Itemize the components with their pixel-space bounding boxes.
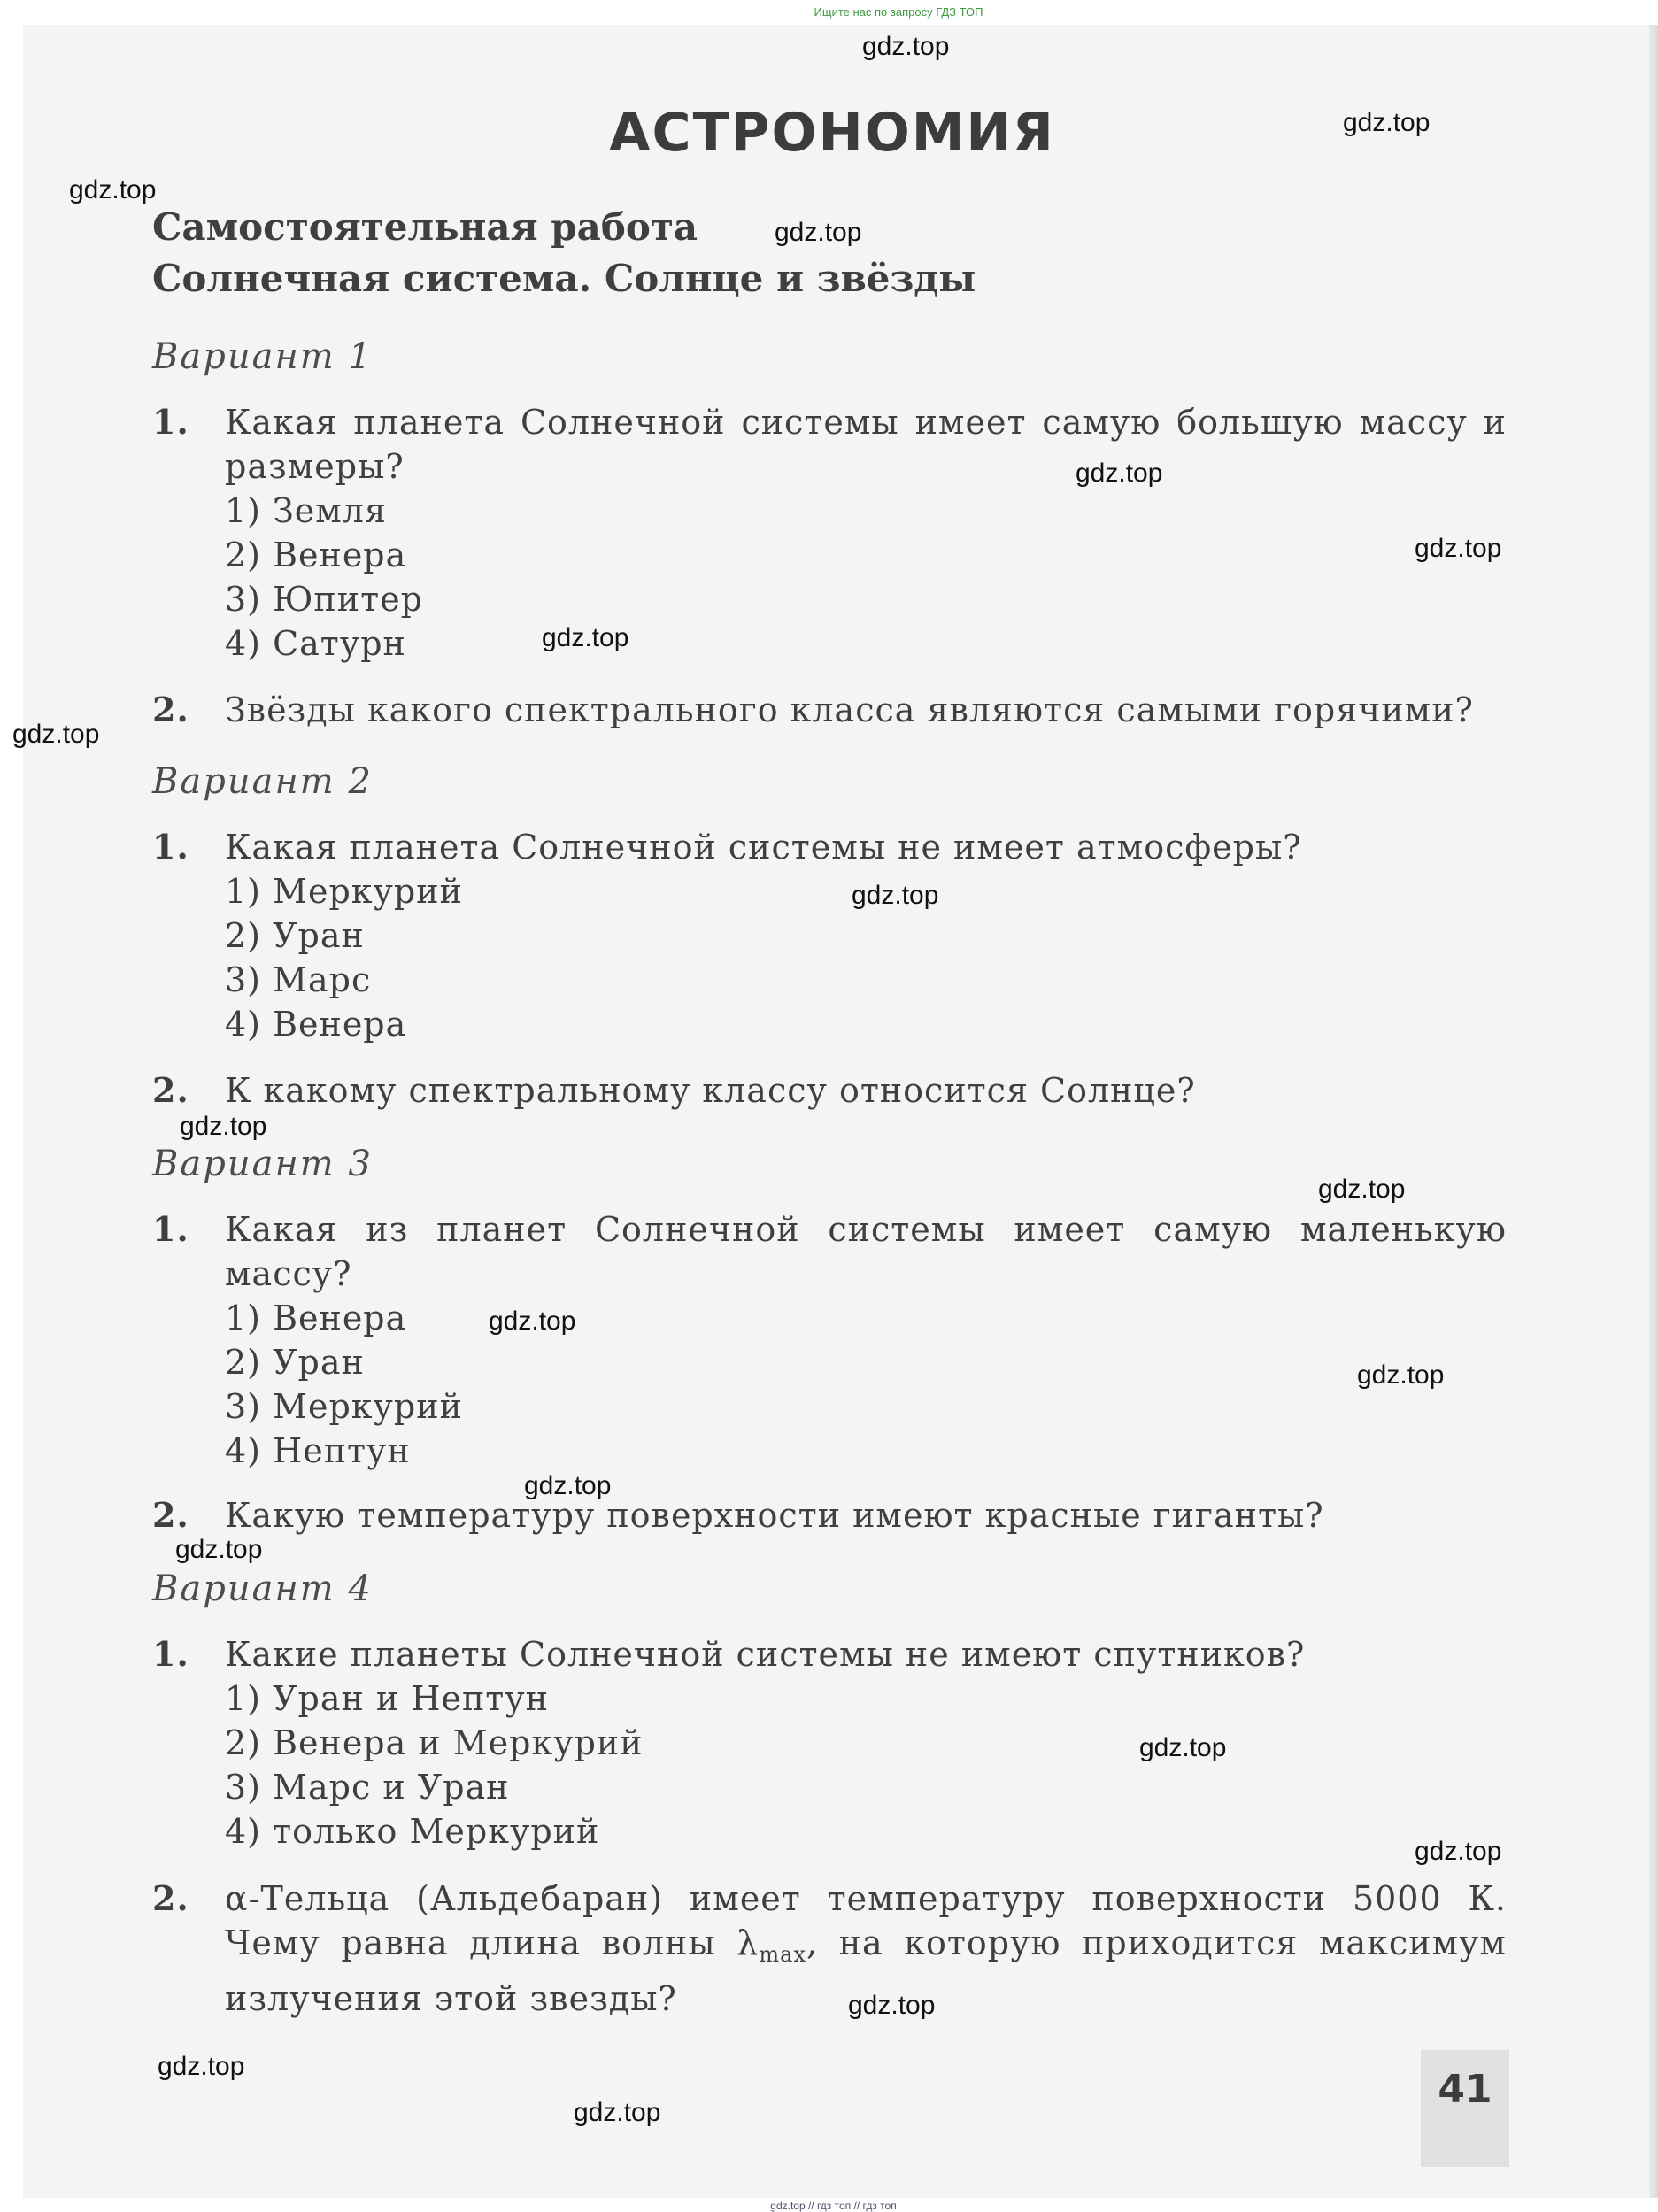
answer-option: 2) Уран bbox=[225, 916, 365, 955]
bottom-note: gdz.top // гдз топ // гдз топ bbox=[770, 2200, 897, 2212]
answer-option: 4) только Меркурий bbox=[225, 1812, 600, 1851]
top-search-note: Ищите нас по запросу ГДЗ ТОП bbox=[814, 5, 983, 19]
question-text: Какую температуру поверхности имеют красные гиганты? bbox=[225, 1496, 1324, 1535]
question-number: 1. bbox=[152, 1209, 189, 1249]
watermark: gdz.top bbox=[1076, 459, 1163, 488]
variant-1-question-2 bbox=[152, 688, 1507, 732]
answer-option: 1) Меркурий bbox=[225, 872, 463, 911]
question-text-part: α-Тельца (Альдебаран) имеет температуру поверхности 5000 К. Чему равна длина волны λ bbox=[225, 1879, 1507, 1962]
answer-option: 1) Уран и Нептун bbox=[225, 1679, 549, 1718]
question-text: Звёзды какого спектрального класса являются самыми горячими? bbox=[225, 690, 1474, 729]
watermark: gdz.top bbox=[524, 1471, 612, 1500]
variant-2-question-2 bbox=[152, 1068, 1507, 1113]
watermark: gdz.top bbox=[69, 175, 157, 204]
answer-option: 4) Венера bbox=[225, 1005, 407, 1044]
variant-4-question-2 bbox=[152, 1877, 1507, 2021]
answer-option: 2) Уран bbox=[225, 1343, 365, 1382]
answer-option: 3) Марс bbox=[225, 960, 372, 999]
answer-option: 4) Нептун bbox=[225, 1431, 411, 1470]
question-text: Какие планеты Солнечной системы не имеют спутников? bbox=[225, 1635, 1306, 1674]
question-text: К какому спектральному классу относится Солнце? bbox=[225, 1071, 1196, 1110]
question-number: 2. bbox=[152, 1070, 189, 1110]
watermark: gdz.top bbox=[1343, 108, 1431, 137]
answer-option: 1) Земля bbox=[225, 491, 387, 530]
variant-1-question-1 bbox=[152, 400, 1507, 489]
watermark: gdz.top bbox=[1415, 1837, 1502, 1866]
watermark: gdz.top bbox=[862, 32, 950, 61]
watermark: gdz.top bbox=[574, 2098, 661, 2127]
variant-3-label: Вариант 3 bbox=[152, 1144, 373, 1184]
section-topic: Солнечная система. Солнце и звёзды bbox=[152, 257, 976, 300]
question-number: 2. bbox=[152, 1495, 189, 1535]
question-number: 1. bbox=[152, 402, 189, 442]
section-subtitle: Самостоятельная работа bbox=[152, 205, 698, 249]
question-number: 2. bbox=[152, 1878, 189, 1918]
watermark: gdz.top bbox=[1139, 1733, 1227, 1762]
question-text: Какая планета Солнечной системы не имеет атмосферы? bbox=[225, 828, 1302, 867]
question-number: 2. bbox=[152, 690, 189, 729]
variant-2-label: Вариант 2 bbox=[152, 761, 373, 802]
question-text: Какая планета Солнечной системы имеет самую большую массу и размеры? bbox=[225, 403, 1507, 486]
question-number: 1. bbox=[152, 1634, 189, 1674]
variant-3-question-2 bbox=[152, 1493, 1507, 1538]
variant-3-question-1 bbox=[152, 1207, 1507, 1296]
page-edge bbox=[1649, 25, 1658, 2198]
watermark: gdz.top bbox=[12, 720, 100, 749]
variant-4-question-1 bbox=[152, 1632, 1507, 1676]
question-text-part: , на которую приходится максимум излучения этой звезды? bbox=[225, 1923, 1507, 2018]
answer-option: 3) Меркурий bbox=[225, 1387, 463, 1426]
watermark: gdz.top bbox=[542, 623, 629, 652]
variant-2-question-1 bbox=[152, 825, 1507, 869]
page-number: 41 bbox=[1421, 2050, 1509, 2167]
answer-option: 2) Венера и Меркурий bbox=[225, 1723, 644, 1762]
variant-4-label: Вариант 4 bbox=[152, 1568, 373, 1609]
answer-option: 4) Сатурн bbox=[225, 624, 406, 663]
question-number: 1. bbox=[152, 827, 189, 867]
watermark: gdz.top bbox=[1318, 1175, 1406, 1204]
answer-option: 3) Марс и Уран bbox=[225, 1768, 510, 1807]
watermark: gdz.top bbox=[158, 2052, 245, 2081]
answer-option: 3) Юпитер bbox=[225, 580, 423, 619]
answer-option: 1) Венера bbox=[225, 1299, 407, 1337]
answer-option: 2) Венера bbox=[225, 536, 407, 574]
watermark: gdz.top bbox=[1357, 1360, 1445, 1390]
variant-1-label: Вариант 1 bbox=[152, 336, 373, 377]
watermark: gdz.top bbox=[489, 1306, 576, 1336]
watermark: gdz.top bbox=[775, 218, 862, 247]
watermark: gdz.top bbox=[1415, 534, 1502, 563]
page-title: АСТРОНОМИЯ bbox=[609, 102, 1055, 164]
lambda-subscript: max bbox=[759, 1942, 806, 1967]
watermark: gdz.top bbox=[852, 881, 939, 910]
watermark: gdz.top bbox=[848, 1991, 936, 2020]
watermark: gdz.top bbox=[175, 1535, 263, 1564]
question-text: Какая из планет Солнечной системы имеет самую маленькую массу? bbox=[225, 1210, 1507, 1293]
watermark: gdz.top bbox=[180, 1112, 267, 1141]
